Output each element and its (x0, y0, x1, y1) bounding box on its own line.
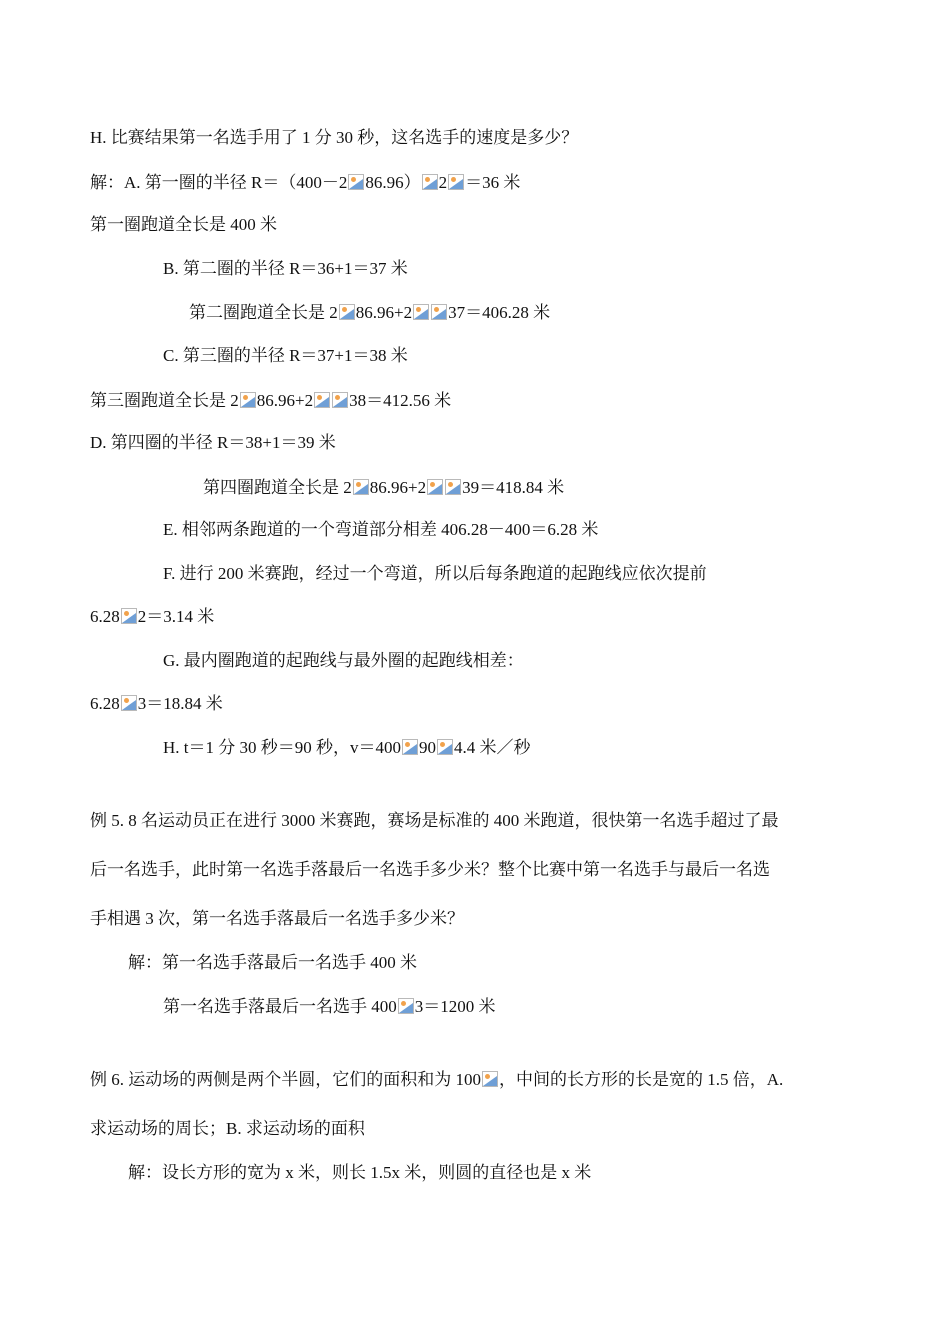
math-symbol-image-icon (431, 304, 447, 320)
solution-d-line (90, 432, 336, 454)
text: 86.96） (365, 173, 421, 192)
text: 第二圈跑道全长是 2 (189, 303, 338, 322)
math-symbol-image-icon (240, 392, 256, 408)
text: 86.96+2 (256, 391, 314, 410)
text: 后一名选手，此时第一名选手落最后一名选手多少米？整个比赛中第一名选手与最后一名选 (90, 860, 770, 879)
text: 4.4 米／秒 (454, 738, 531, 757)
text: 39＝418.84 米 (462, 478, 565, 497)
solution-g-result (90, 693, 223, 715)
text: 2 (438, 173, 448, 192)
math-symbol-image-icon (427, 479, 443, 495)
solution-f-result (90, 606, 214, 628)
text: 3＝18.84 米 (137, 694, 223, 713)
lap2-length (189, 302, 550, 324)
text: 手相遇 3 次，第一名选手落最后一名选手多少米？ (90, 909, 464, 928)
math-symbol-image-icon (348, 174, 364, 190)
math-symbol-image-icon (402, 739, 418, 755)
text: 求运动场的周长；B. 求运动场的面积 (90, 1119, 365, 1138)
text: 解：第一名选手落最后一名选手 400 米 (128, 953, 417, 972)
example6-line2 (90, 1118, 365, 1140)
example5-line1 (90, 810, 779, 832)
text: 3＝1200 米 (414, 997, 496, 1016)
solution-h-line (163, 737, 531, 759)
text: D. 第四圈的半径 R＝38+1＝39 米 (90, 433, 336, 452)
solution-f-line (163, 563, 707, 585)
math-symbol-image-icon (398, 998, 414, 1014)
text: 2＝3.14 米 (137, 607, 215, 626)
text: H. t＝1 分 30 秒＝90 秒，v＝400 (163, 738, 401, 757)
example5-line2 (90, 859, 770, 881)
math-symbol-image-icon (339, 304, 355, 320)
math-symbol-image-icon (353, 479, 369, 495)
math-symbol-image-icon (332, 392, 348, 408)
solution-b-line (163, 258, 408, 280)
text: 解：设长方形的宽为 x 米，则长 1.5x 米，则圆的直径也是 x 米 (128, 1163, 592, 1182)
example5-solution1 (128, 952, 417, 974)
text: ，中间的长方形的长是宽的 1.5 倍，A. (499, 1070, 784, 1089)
text: C. 第三圈的半径 R＝37+1＝38 米 (163, 346, 408, 365)
text: 86.96+2 (369, 478, 427, 497)
text: F. 进行 200 米赛跑，经过一个弯道，所以后每条跑道的起跑线应依次提前 (163, 564, 707, 583)
solution-c-line (163, 345, 408, 367)
math-symbol-image-icon (121, 608, 137, 624)
text: 第四圈跑道全长是 2 (203, 478, 352, 497)
math-symbol-image-icon (482, 1071, 498, 1087)
example5-solution2 (163, 996, 496, 1018)
text: 90 (419, 738, 436, 757)
math-symbol-image-icon (121, 695, 137, 711)
math-symbol-image-icon (314, 392, 330, 408)
text: 第一名选手落最后一名选手 400 (163, 997, 397, 1016)
text: 6.28 (90, 694, 120, 713)
text: ＝36 米 (465, 173, 521, 192)
math-symbol-image-icon (413, 304, 429, 320)
text: H. 比赛结果第一名选手用了 1 分 30 秒，这名选手的速度是多少？ (90, 128, 579, 147)
question-h (90, 127, 578, 149)
math-symbol-image-icon (448, 174, 464, 190)
text: B. 第二圈的半径 R＝36+1＝37 米 (163, 259, 408, 278)
text: 第三圈跑道全长是 2 (90, 391, 239, 410)
example6-solution (128, 1162, 591, 1184)
solution-a-line (90, 172, 520, 194)
text: 解：A. 第一圈的半径 R＝（400－2 (90, 173, 348, 192)
text: 6.28 (90, 607, 120, 626)
text: 86.96+2 (355, 303, 413, 322)
example6-line1 (90, 1069, 783, 1091)
math-symbol-image-icon (437, 739, 453, 755)
math-symbol-image-icon (422, 174, 438, 190)
text: 例 5. 8 名运动员正在进行 3000 米赛跑，赛场是标准的 400 米跑道，很快第一名选手超过了最 (90, 811, 779, 830)
example5-line3 (90, 908, 464, 930)
text: 38＝412.56 米 (349, 391, 452, 410)
text: 第一圈跑道全长是 400 米 (90, 215, 277, 234)
text: 37＝406.28 米 (448, 303, 551, 322)
lap3-length (90, 390, 451, 412)
lap4-length (203, 477, 564, 499)
solution-e-line (163, 519, 598, 541)
lap1-length (90, 214, 277, 236)
text: E. 相邻两条跑道的一个弯道部分相差 406.28－400＝6.28 米 (163, 520, 599, 539)
text: G. 最内圈跑道的起跑线与最外圈的起跑线相差： (163, 651, 524, 670)
math-symbol-image-icon (445, 479, 461, 495)
text: 例 6. 运动场的两侧是两个半圆，它们的面积和为 100 (90, 1070, 481, 1089)
solution-g-line (163, 650, 524, 672)
